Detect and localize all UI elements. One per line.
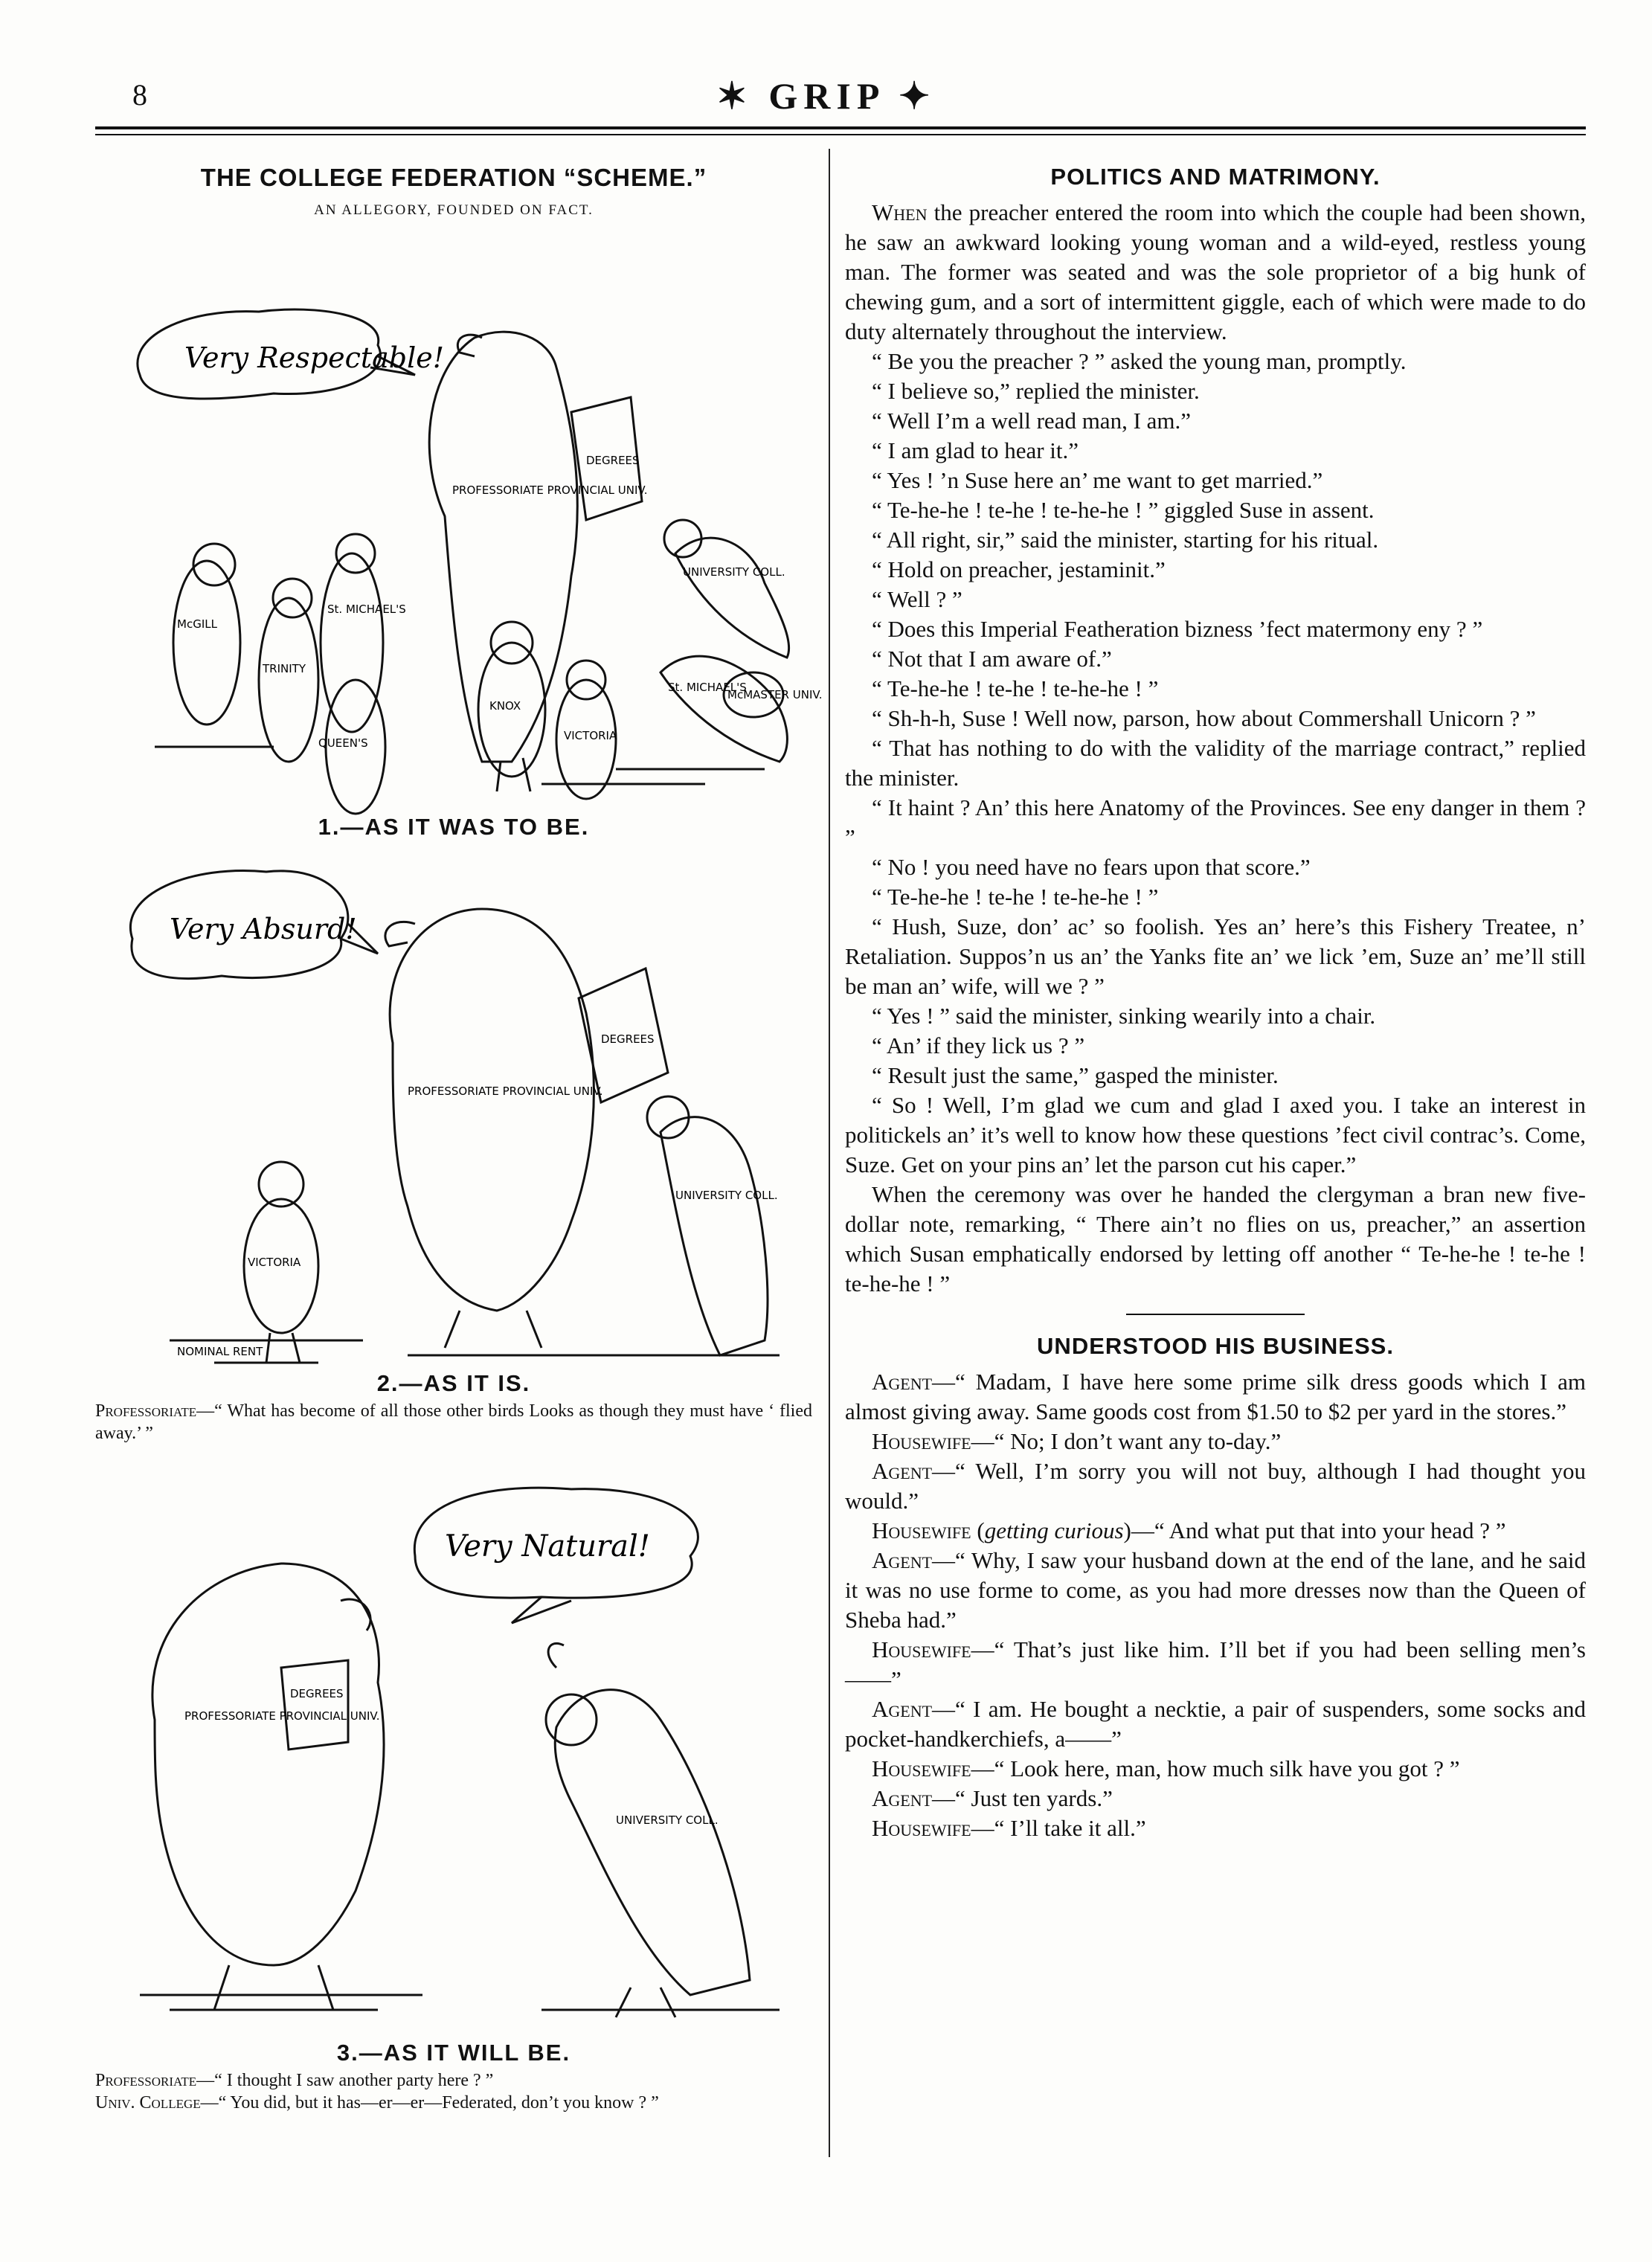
dialogue-line: Agent—“ Well, I’m sorry you will not buy, although I had thought you would.” <box>845 1458 1586 1514</box>
ornament-icon: ✦ <box>899 75 936 117</box>
speaker-name: Agent <box>872 1369 933 1395</box>
article-paragraph: “ Te-he-he ! te-he ! te-he-he ! ” <box>872 884 1159 910</box>
dialogue-line: Agent—“ Just ten yards.” <box>872 1785 1113 1811</box>
speaker-name: Agent <box>872 1547 933 1573</box>
bubble-text: Very Absurd! <box>170 913 357 945</box>
eagle-label: PROFESSORIATE PROVINCIAL UNIV. <box>408 1085 603 1098</box>
cartoon-subtitle: AN ALLEGORY, FOUNDED ON FACT. <box>314 202 594 218</box>
panel-2-illustration <box>95 849 812 1370</box>
panel-caption: 1.—AS IT WAS TO BE. <box>318 814 590 840</box>
dialogue-line <box>95 2069 812 2092</box>
speaker-name: Professoriate <box>95 1401 197 1421</box>
article-divider <box>1126 1314 1305 1315</box>
panel-caption: 2.—AS IT IS. <box>376 1370 531 1396</box>
dialogue-line: Agent—“ Madam, I have here some prime silk dress goods which I am almost giving away. Same goods cost from $1.50 to $2 per yard in the stores.” <box>845 1369 1586 1424</box>
bird-label: KNOX <box>489 699 521 713</box>
article-paragraph: “ Hush, Suze, don’ ac’ so foolish. Yes an’ here’s this Fishery Treatee, n’ Retaliation. Suppos’n us an’ the Yanks fite an’ we lick ’em, Suze an’ me’ll still be man an’ wife, will we ? ” <box>845 913 1586 999</box>
cartoon-column <box>95 164 823 2114</box>
chick-label: VICTORIA <box>248 1256 301 1269</box>
speaker-name: Housewife <box>872 1636 971 1662</box>
article-paragraph: “ Hold on preacher, jestaminit.” <box>872 556 1166 582</box>
cartoon-panel-2 <box>95 849 812 1445</box>
cartoon-panel-3 <box>95 1474 812 2114</box>
lead-word: When <box>872 199 928 225</box>
bird-label: UNIVERSITY COLL. <box>675 1189 778 1202</box>
eagle-label: PROFESSORIATE PROVINCIAL UNIV. <box>452 483 648 497</box>
ornament-icon: ✶ <box>716 75 753 117</box>
dialogue-line: Housewife—“ I’ll take it all.” <box>872 1815 1146 1841</box>
ground-label: NOMINAL RENT <box>177 1345 263 1358</box>
book-label: DEGREES <box>586 454 640 467</box>
article-paragraph: “ I believe so,” replied the minister. <box>872 378 1200 404</box>
bird-label: McGILL <box>177 617 217 631</box>
bird-label: UNIVERSITY COLL. <box>683 565 785 579</box>
panel-3-illustration <box>95 1474 812 2040</box>
masthead-title: GRIP <box>768 75 884 117</box>
speaker-name: Housewife <box>872 1428 971 1454</box>
article-paragraph: “ Yes ! ’n Suse here an’ me want to get married.” <box>872 467 1323 493</box>
panel-caption: 3.—AS IT WILL BE. <box>336 2040 571 2066</box>
speaker-name: Housewife <box>872 1815 971 1841</box>
article-paragraph: “ No ! you need have no fears upon that score.” <box>872 854 1311 880</box>
article-paragraph: When the preacher entered the room into which the couple had been shown, he saw an awkward looking young woman and a wild-eyed, restless young man. The former was seated and was the sole proprietor of a big hunk of chewing gum, and a sort of intermittent giggle, each of which were made to do duty alternately throughout the interview. <box>845 199 1586 344</box>
bird-label: St. MICHAEL'S <box>668 681 747 694</box>
text-column <box>845 164 1586 1843</box>
column-rule <box>829 149 830 2157</box>
article-paragraph: “ I am glad to hear it.” <box>872 437 1079 463</box>
speaker-name: Housewife <box>872 1755 971 1781</box>
article-paragraph: “ Does this Imperial Featheration bizness ’fect matermony eny ? ” <box>872 616 1483 642</box>
panel-note <box>95 1400 812 1445</box>
article-paragraph: “ Result just the same,” gasped the minister. <box>872 1062 1279 1088</box>
article-paragraph: “ That has nothing to do with the validity of the marriage contract,” replied the minister. <box>845 735 1586 791</box>
bird-label: UNIVERSITY COLL. <box>616 1813 719 1827</box>
article-paragraph: When the ceremony was over he handed the clergyman a bran new five-dollar note, remarking, “ There ain’t no flies on us, preacher,” an assertion which Susan emphatically endorsed by letting off another “ Te-he-he ! te-he ! te-he-he ! ” <box>845 1181 1586 1297</box>
bird-label: QUEEN'S <box>318 736 368 750</box>
speaker-name: Housewife <box>872 1517 971 1543</box>
article-politics-and-matrimony <box>845 164 1586 1299</box>
speaker-name: Agent <box>872 1696 933 1722</box>
masthead <box>0 74 1652 118</box>
dialogue-line <box>95 2092 812 2114</box>
article-paragraph: “ Not that I am aware of.” <box>872 646 1112 672</box>
speaker-name: Agent <box>872 1458 933 1484</box>
speaker-name: Professoriate <box>95 2071 197 2090</box>
article-paragraph: “ Te-he-he ! te-he ! te-he-he ! ” giggled Suse in assent. <box>872 497 1375 523</box>
header-rule <box>95 126 1586 129</box>
speaker-quote: —“ You did, but it has—er—er—Federated, don’t you know ? ” <box>200 2093 659 2112</box>
panel-1-illustration <box>95 226 823 814</box>
bird-label: VICTORIA <box>564 729 617 742</box>
bubble-text: Very Respectable! <box>184 341 445 374</box>
speaker-name: Agent <box>872 1785 933 1811</box>
speaker-name: Univ. College <box>95 2093 201 2112</box>
bird-label: McMASTER UNIV. <box>727 688 823 701</box>
page-number: 8 <box>132 78 147 112</box>
cartoon-title: THE COLLEGE FEDERATION “SCHEME.” <box>200 164 707 191</box>
article-paragraph: “ Well ? ” <box>872 586 962 612</box>
book-label: DEGREES <box>601 1032 655 1046</box>
bird-label: TRINITY <box>263 662 306 675</box>
article-title: POLITICS AND MATRIMONY. <box>1050 164 1381 190</box>
dialogue-line: Housewife—“ No; I don’t want any to-day.” <box>872 1428 1282 1454</box>
book-label: DEGREES <box>290 1687 344 1700</box>
dialogue-line: Housewife—“ Look here, man, how much silk have you got ? ” <box>872 1755 1460 1781</box>
article-title: UNDERSTOOD HIS BUSINESS. <box>1037 1333 1394 1359</box>
stage-direction: getting curious <box>984 1517 1124 1543</box>
header-rule <box>95 134 1586 135</box>
panel-note <box>95 2069 812 2114</box>
cartoon-panel-1 <box>95 226 823 841</box>
article-understood-his-business <box>845 1333 1586 1843</box>
bird-label: St. MICHAEL'S <box>327 603 406 616</box>
dialogue-line: Agent—“ Why, I saw your husband down at the end of the lane, and he said it was no use forme to come, as you had more dresses now than the Queen of Sheba had.” <box>845 1547 1586 1633</box>
speaker-quote: —“ I thought I saw another party here ? ” <box>196 2071 494 2090</box>
article-paragraph: “ All right, sir,” said the minister, starting for his ritual. <box>872 527 1379 553</box>
speaker-quote: —“ What has become of all those other birds Looks as though they must have ‘ flied away.’ ” <box>95 1401 812 1443</box>
article-paragraph: “ An’ if they lick us ? ” <box>872 1032 1085 1058</box>
article-paragraph: “ Well I’m a well read man, I am.” <box>872 408 1192 434</box>
dialogue-line: Agent—“ I am. He bought a necktie, a pair of suspenders, some socks and pocket-handkerchiefs, a——” <box>845 1696 1586 1752</box>
bubble-text: Very Natural! <box>445 1529 650 1564</box>
dialogue-line: Housewife (getting curious)—“ And what put that into your head ? ” <box>872 1517 1506 1543</box>
dialogue-line: Housewife—“ That’s just like him. I’ll bet if you had been selling men’s——” <box>845 1636 1586 1692</box>
article-paragraph: “ It haint ? An’ this here Anatomy of the Provinces. See eny danger in them ? ” <box>845 794 1586 850</box>
eagle-label: PROFESSORIATE PROVINCIAL UNIV. <box>184 1709 380 1723</box>
article-paragraph: “ Sh-h-h, Suse ! Well now, parson, how about Commershall Unicorn ? ” <box>872 705 1536 731</box>
article-paragraph: “ Te-he-he ! te-he ! te-he-he ! ” <box>872 675 1159 701</box>
article-paragraph: “ Be you the preacher ? ” asked the young man, promptly. <box>872 348 1407 374</box>
article-paragraph: “ So ! Well, I’m glad we cum and glad I axed you. I take an interest in politickels an’ it’s well to know how these questions ’fect civil contrac’s. Come, Suze. Get on your pins an’ let the parson cut his caper.” <box>845 1092 1586 1177</box>
article-paragraph: “ Yes ! ” said the minister, sinking wearily into a chair. <box>872 1003 1376 1029</box>
